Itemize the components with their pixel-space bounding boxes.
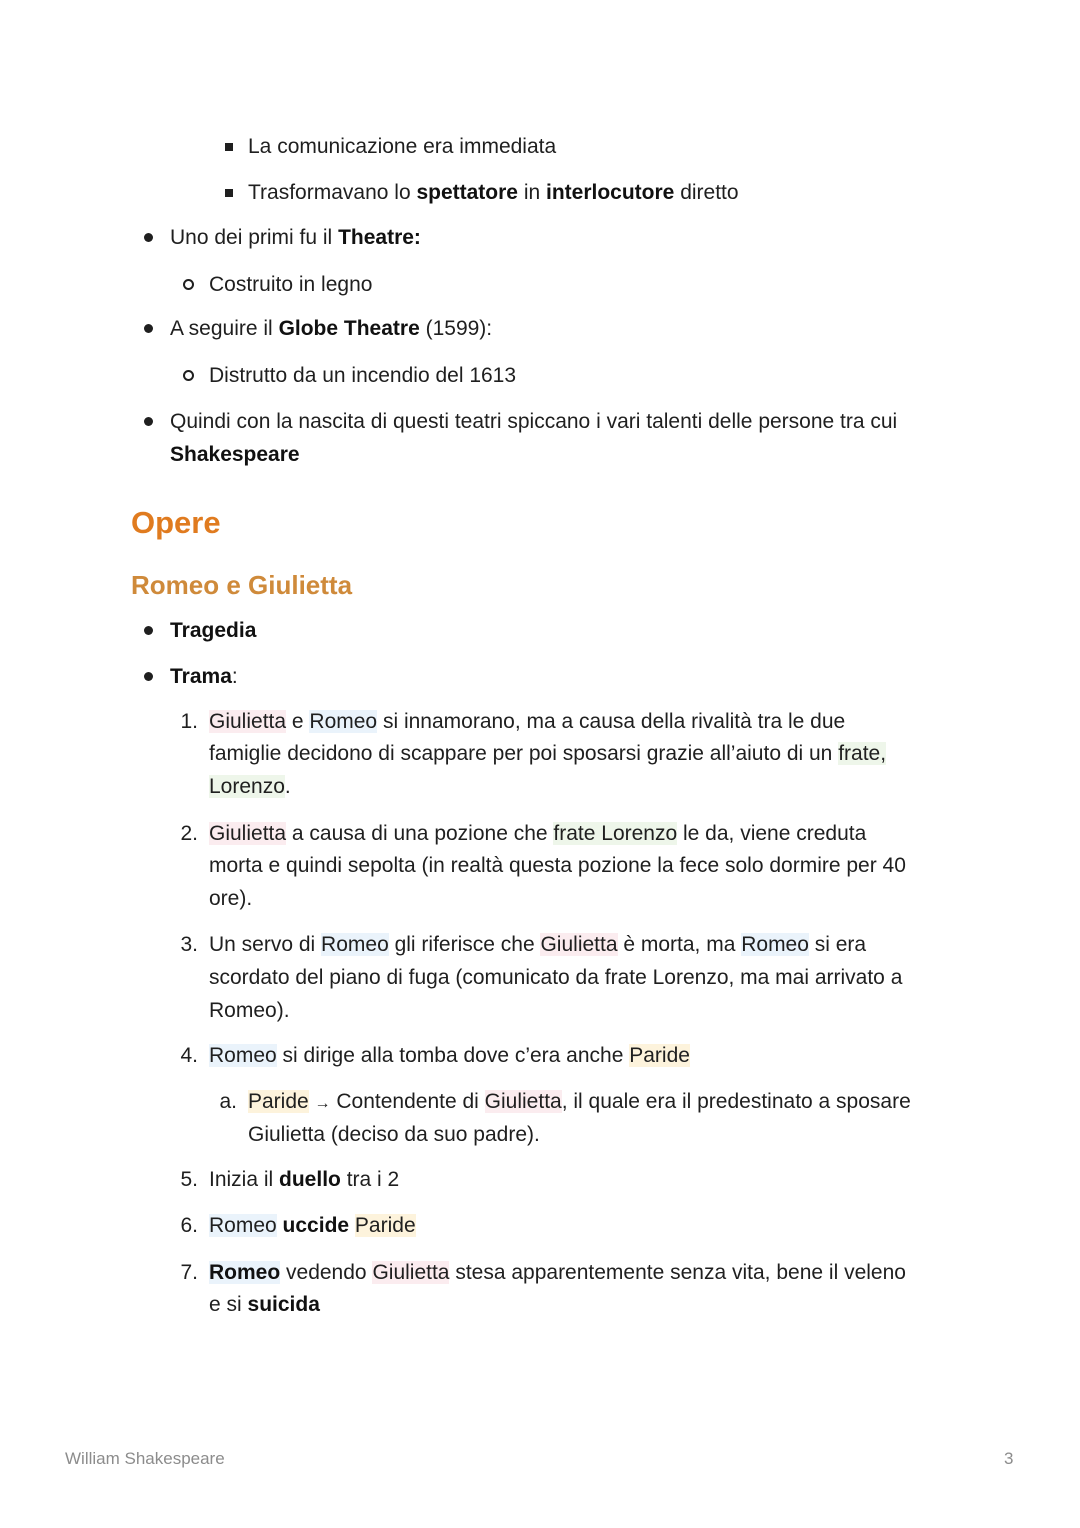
text: Uno dei primi fu il [170, 226, 339, 249]
text: diretto [674, 181, 739, 204]
text: gli riferisce che [388, 933, 541, 956]
list-number: 6. [180, 1214, 198, 1237]
plot-item-2-line-3 [209, 882, 252, 915]
highlighted-name: Paride [629, 1044, 690, 1067]
text: (1599): [419, 317, 493, 340]
subsection-heading: Romeo e Giulietta [131, 570, 353, 600]
text: Un servo di [209, 933, 322, 956]
list-item [209, 268, 372, 301]
plot-item-3-line-2 [209, 961, 902, 994]
bullet-icon [144, 626, 153, 635]
list-number: 5. [180, 1168, 198, 1191]
bold-text: Globe Theatre [278, 317, 420, 340]
text: A seguire il [170, 317, 279, 340]
plot-sub-item-a [248, 1085, 911, 1120]
list-item [248, 176, 739, 209]
list-item-continuation [170, 438, 300, 471]
highlighted-name: Giulietta [372, 1261, 450, 1284]
highlighted-name: Romeo [209, 1044, 277, 1067]
bold-text: Shakespeare [170, 443, 300, 466]
highlighted-name: Romeo [209, 1261, 281, 1284]
highlighted-name: frate Lorenzo [553, 822, 678, 845]
bold-text: Trama [170, 665, 232, 688]
list-number: 7. [180, 1261, 198, 1284]
text: le da, viene creduta [677, 822, 867, 845]
bold-text: suicida [247, 1293, 320, 1316]
highlighted-name: Giulietta [209, 822, 287, 845]
list-item [170, 405, 897, 438]
list-item-text: Quindi con la nascita di questi teatri spiccano i vari talenti delle persone tra cui [170, 410, 898, 433]
plot-item-7-line-2 [209, 1288, 320, 1321]
text: , il quale era il predestinato a sposare [561, 1090, 911, 1113]
highlighted-name: Romeo [741, 933, 809, 956]
arrow-right-icon: → [314, 1095, 331, 1112]
text: e [286, 710, 310, 733]
circle-bullet-icon [183, 370, 194, 381]
bold-text: Tragedia [170, 619, 257, 642]
page-number: 3 [1004, 1449, 1014, 1468]
text: e si [209, 1293, 248, 1316]
text: famiglie decidono di scappare per poi sposarsi grazie all’aiuto di un [209, 742, 839, 765]
plot-item-1-line-2 [209, 737, 886, 770]
list-item [170, 312, 492, 345]
text: : [231, 665, 238, 688]
highlighted-name: Giulietta [209, 710, 287, 733]
plot-item-2-line-2 [209, 849, 906, 882]
plot-item-3 [209, 928, 866, 961]
plot-item-4 [209, 1039, 690, 1072]
plot-item-5 [209, 1163, 399, 1196]
bullet-icon [144, 417, 153, 426]
bold-text: duello [279, 1168, 341, 1191]
list-item [170, 614, 256, 647]
text: vedendo [280, 1261, 373, 1284]
list-item-text: Costruito in legno [209, 273, 373, 296]
text: morta e quindi sepolta (in realtà questa pozione la fece solo dormire per 40 [209, 854, 906, 877]
text: . [284, 775, 291, 798]
list-item [209, 359, 516, 392]
text: si innamorano, ma a causa della rivalità tra le due [377, 710, 846, 733]
bullet-icon [144, 672, 153, 681]
bullet-icon [144, 324, 153, 333]
bold-text: interlocutore [546, 181, 675, 204]
square-bullet-icon [225, 189, 233, 197]
plot-sub-item-a-line-2 [248, 1118, 540, 1151]
list-item [170, 221, 421, 254]
list-letter: a. [219, 1090, 237, 1113]
list-number: 1. [180, 710, 198, 733]
text: tra i 2 [340, 1168, 400, 1191]
square-bullet-icon [225, 143, 233, 151]
highlighted-name: Paride [354, 1214, 416, 1237]
text: Trasformavano lo [248, 181, 417, 204]
highlighted-name: Romeo [321, 933, 389, 956]
text: in [517, 181, 546, 204]
list-item-text: Distrutto da un incendio del 1613 [209, 364, 517, 387]
bold-text: spettatore [416, 181, 518, 204]
list-item [248, 130, 556, 163]
list-item-text: La comunicazione era immediata [248, 135, 557, 158]
list-item [170, 660, 238, 693]
text: Inizia il [209, 1168, 280, 1191]
list-number: 2. [180, 822, 198, 845]
plot-item-3-line-3 [209, 994, 290, 1027]
highlighted-name: Romeo [209, 1214, 277, 1237]
bold-text: Theatre: [338, 226, 421, 249]
highlighted-name: Romeo [309, 710, 378, 733]
text: stesa apparentemente senza vita, bene il veleno [449, 1261, 906, 1284]
highlighted-name: frate, [838, 742, 887, 765]
text: Contendente di [330, 1090, 485, 1113]
text: Romeo). [209, 999, 290, 1022]
bullet-icon [144, 233, 153, 242]
text: si era [808, 933, 867, 956]
highlighted-name: Lorenzo [209, 775, 285, 798]
text: si dirige alla tomba dove c’era anche [276, 1044, 630, 1067]
bold-text: uccide [282, 1214, 350, 1237]
section-heading: Opere [131, 505, 221, 540]
highlighted-name: Paride [248, 1090, 309, 1113]
text: a causa di una pozione che [286, 822, 554, 845]
plot-item-7 [209, 1256, 906, 1289]
circle-bullet-icon [183, 279, 194, 290]
plot-item-1 [209, 705, 845, 738]
highlighted-name: Giulietta [540, 933, 618, 956]
text: scordato del piano di fuga (comunicato da frate Lorenzo, ma mai arrivato a [209, 966, 903, 989]
text: ore). [209, 887, 253, 910]
text: Giulietta (deciso da suo padre). [248, 1123, 540, 1146]
list-number: 4. [180, 1044, 198, 1067]
highlighted-name: Giulietta [484, 1090, 562, 1113]
plot-item-2 [209, 817, 866, 850]
list-number: 3. [180, 933, 198, 956]
text: è morta, ma [617, 933, 742, 956]
plot-item-6 [209, 1209, 416, 1242]
footer-title: William Shakespeare [65, 1449, 225, 1468]
plot-item-1-line-3 [209, 770, 291, 803]
